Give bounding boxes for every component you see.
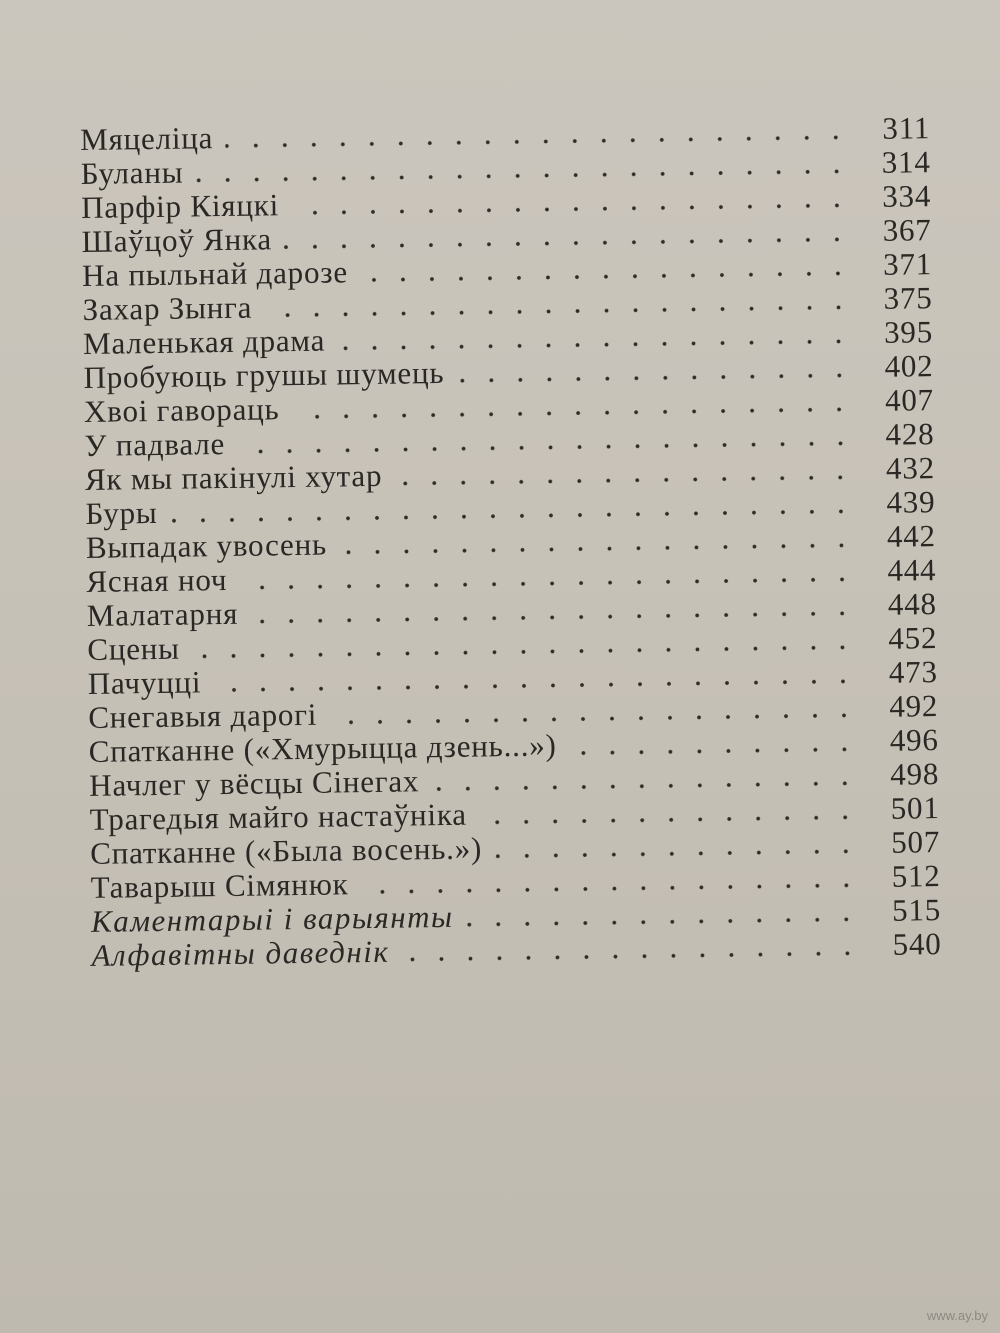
- toc-entry-title: Выпадак увосень: [85, 526, 328, 565]
- dot-leader: [479, 815, 860, 824]
- dot-leader: [195, 169, 850, 182]
- toc-entry-title: Парфір Кіяцкі: [80, 187, 280, 225]
- toc-entry-title: Трагедыя майго настаўніка: [89, 796, 468, 837]
- dot-leader: [225, 135, 850, 148]
- toc-entry-page: 334: [881, 178, 932, 214]
- toc-entry-page: 428: [885, 416, 935, 452]
- toc-entry-page: 452: [888, 620, 938, 656]
- toc-entry-page: 367: [882, 212, 932, 248]
- toc-entry-title: Пачуцці: [87, 664, 202, 701]
- dot-leader: [456, 373, 853, 383]
- dot-leader: [466, 917, 862, 927]
- toc-entry-title: Каментарыі і варыянты: [90, 898, 454, 939]
- table-of-contents: [80, 111, 942, 973]
- toc-entry-page: 439: [886, 484, 936, 520]
- toc-entry-page: 432: [885, 450, 936, 486]
- dot-leader: [361, 883, 861, 894]
- toc-entry-page: 496: [889, 722, 939, 758]
- toc-entry-page: 515: [891, 892, 942, 928]
- toc-entry-title: Ясная ноч: [86, 561, 228, 599]
- dot-leader: [250, 611, 857, 623]
- dot-leader: [494, 849, 860, 858]
- toc-entry-title: Алфавітны даведнік: [91, 933, 390, 973]
- toc-entry-page: 501: [890, 790, 940, 826]
- toc-entry-title: Таварыш Сімянюк: [90, 866, 349, 905]
- toc-entry-page: 442: [886, 518, 937, 554]
- dot-leader: [292, 407, 855, 419]
- dot-leader: [284, 237, 852, 249]
- toc-entry-title: Сцены: [87, 630, 181, 667]
- toc-entry-page: 375: [883, 280, 933, 316]
- toc-entry-page: 444: [887, 552, 937, 588]
- toc-entry-page: 311: [882, 110, 931, 146]
- toc-entry-title: Мяцеліца: [79, 120, 214, 157]
- toc-entry-title: Маленькая драма: [82, 322, 326, 361]
- toc-entry-title: Буры: [85, 494, 158, 531]
- dot-leader: [339, 543, 856, 554]
- toc-entry-page: 402: [884, 348, 934, 384]
- toc-entry-page: 407: [884, 382, 935, 418]
- toc-entry-title: Начлег у вёсцы Сінегах: [89, 763, 420, 803]
- dot-leader: [337, 339, 853, 350]
- toc-entry-page: 498: [890, 756, 940, 792]
- toc-entry-page: 395: [883, 314, 934, 350]
- dot-leader: [360, 271, 852, 282]
- dot-leader: [213, 679, 858, 692]
- toc-entry-title: Спатканне («Хмурыцца дзень...»): [88, 727, 557, 769]
- dot-leader: [394, 475, 855, 485]
- dot-leader: [401, 951, 861, 961]
- toc-entry-title: Хвоі гавораць: [83, 391, 280, 429]
- watermark: www.ay.by: [926, 1308, 988, 1323]
- toc-entry-title: Малатарня: [86, 595, 239, 633]
- dot-leader: [431, 781, 859, 791]
- dot-leader: [569, 747, 859, 755]
- dot-leader: [264, 305, 852, 317]
- toc-entry-page: 371: [882, 246, 933, 282]
- toc-entry-title: Пробуюць грушы шумець: [83, 354, 445, 395]
- toc-entry-title: Снегавыя дарогі: [88, 696, 318, 735]
- toc-entry-page: 540: [892, 926, 942, 962]
- toc-entry-title: Шаўцоў Янка: [81, 221, 273, 259]
- toc-entry-title: Спатканне («Была восень.»): [89, 830, 483, 871]
- toc-entry-page: 512: [891, 858, 941, 894]
- toc-entry-page: 448: [887, 586, 938, 622]
- toc-entry-title: Захар Зынга: [82, 289, 253, 327]
- dot-leader: [192, 645, 858, 658]
- toc-entry-title: Буланы: [80, 154, 184, 191]
- toc-entry-title: На пыльнай дарозе: [81, 254, 349, 293]
- toc-entry-page: 507: [890, 824, 941, 860]
- toc-entry-title: Як мы пакінулі хутар: [84, 457, 383, 497]
- dot-leader: [329, 713, 858, 724]
- dot-leader: [239, 577, 856, 590]
- dot-leader: [291, 203, 851, 215]
- dot-leader: [237, 441, 854, 454]
- toc-entry-page: 314: [881, 144, 931, 180]
- toc-entry-page: 492: [889, 688, 939, 724]
- toc-entry-page: 473: [888, 654, 938, 690]
- toc-entry-title: У падвале: [84, 426, 226, 463]
